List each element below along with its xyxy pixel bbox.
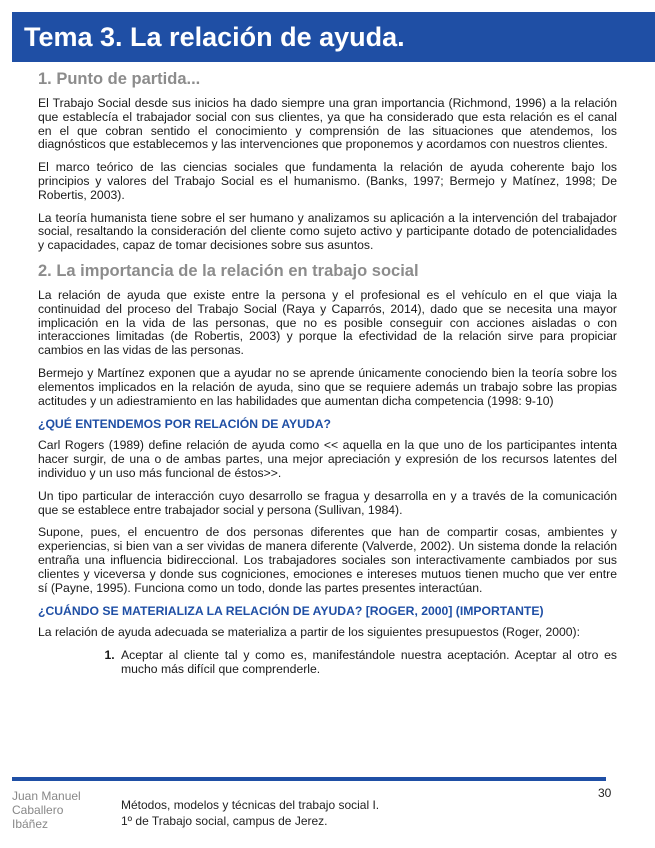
title-bar: [12, 12, 655, 62]
footer-author: [12, 789, 81, 831]
paragraph: Supone, pues, el encuentro de dos personas diferentes que han de compartir cosas, ambientes y experiencias, si bien van a ser vividas de manera diferente (Valverde, 2002). Un sistema donde la relación entraña una influencia bidireccional. Los trabajadores sociales son interactivamente cambiados por sus clientes y viceversa y donde sus cogniciones, emociones e intereses mutuos tienen mucho que ver entre sí (Payne, 1995). Funciona como un todo, donde las partes presentes interactúan.: [38, 525, 617, 595]
paragraph: La teoría humanista tiene sobre el ser humano y analizamos su aplicación a la intervención del trabajador social, resaltando la consideración del cliente como sujeto activo y participante dotado de potencialidades y capacidades, capaz de tomar decisiones sobre sus asuntos.: [38, 210, 617, 253]
presupuestos-list: [38, 649, 617, 677]
subsection-heading-que-entendemos: ¿QUÉ ENTENDEMOS POR RELACIÓN DE AYUDA?: [38, 417, 331, 432]
paragraph: La relación de ayuda adecuada se materializa a partir de los siguientes presupuestos (Roger, 2000):: [38, 625, 580, 640]
paragraph: Carl Rogers (1989) define relación de ayuda como << aquella en la que uno de los participantes intenta hacer surgir, de una o de ambas partes, una mejor apreciación y expresión de los recursos latentes del individuo y un uso más funcional de éstos>>.: [38, 438, 617, 480]
course-line: Métodos, modelos y técnicas del trabajo social I.: [121, 798, 380, 812]
paragraph: El marco teórico de las ciencias sociales que fundamenta la relación de ayuda coherente bajo los principios y valores del Trabajo Social es el humanismo. (Banks, 1997; Bermejo y Matínez, 1998; De Robertis, 2003).: [38, 160, 617, 202]
footer-course: [121, 797, 379, 829]
section-heading-punto-de-partida: 1. Punto de partida...: [38, 70, 201, 88]
footer-divider: [12, 777, 606, 781]
paragraph: La relación de ayuda que existe entre la persona y el profesional es el vehículo en el que viaja la continuidad del proceso del Trabajo Social (Raya y Caparrós, 2014), dado que se necesita una mayor implicación en la vida de las personas, que no es posible conseguir con acciones aisladas o con interacciones limitadas (de Robertis, 2003) y porque la efectividad de la relación sirve para propiciar cambios en las vidas de las personas.: [38, 287, 617, 358]
subsection-heading-cuando-se-materializa: ¿CUÁNDO SE MATERIALIZA LA RELACIÓN DE AYUDA? [ROGER, 2000] (IMPORTANTE): [38, 604, 544, 619]
page-number: 30: [598, 786, 612, 800]
section-heading-importancia-relacion: 2. La importancia de la relación en trabajo social: [38, 261, 419, 280]
author-line: Juan Manuel: [12, 789, 81, 803]
paragraph: Un tipo particular de interacción cuyo desarrollo se fragua y desarrolla en y a través de la comunicación que se establece entre trabajador social y persona (Sullivan, 1984).: [38, 488, 617, 517]
document-body: [38, 70, 617, 677]
author-line: Caballero: [12, 803, 64, 817]
author-line: Ibáñez: [12, 817, 49, 831]
course-line: 1º de Trabajo social, campus de Jerez.: [121, 814, 328, 828]
paragraph: Bermejo y Martínez exponen que a ayudar no se aprende únicamente conociendo bien la teoría sobre los elementos implicados en la relación de ayuda, sino que se requiere además un trabajo sobre las propias actitudes y un adiestramiento en las habilidades que aumentan dicha competencia (1998: 9-10): [38, 365, 617, 408]
page-title: Tema 3. La relación de ayuda.: [24, 22, 405, 52]
paragraph: El Trabajo Social desde sus inicios ha dado siempre una gran importancia (Richmond, 1996) a la relación que establecía el trabajador social con sus clientes, ya que ha considerado que esta relación es el canal en el que cobran sentido el conocimiento y comprensión de las situaciones que atendemos, los diagnósticos que establecemos y las intervenciones que proponemos y acordamos con nuestros clientes.: [38, 96, 617, 152]
list-item: 1. Aceptar al cliente tal y como es, manifestándole nuestra aceptación. Aceptar al otro es mucho más difícil que comprenderle.: [118, 649, 617, 677]
